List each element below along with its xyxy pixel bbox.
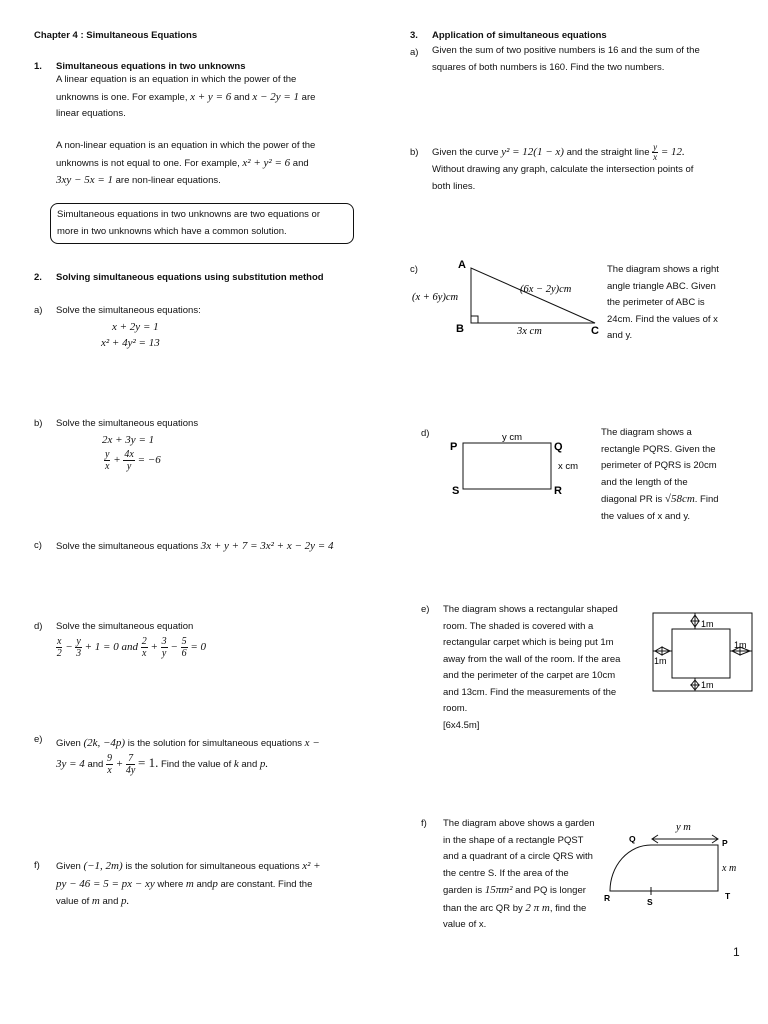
sec1-number: 1.	[34, 61, 42, 72]
vertex-b: B	[456, 323, 464, 335]
q3a-text: Given the sum of two positive numbers is 16 and the sum of the squares of both numbers is 160. Find the two numbers.	[432, 45, 700, 73]
q3c-text: The diagram shows a right angle triangle ABC. Given the perimeter of ABC is 24cm. Find the values of x and y.	[607, 264, 719, 341]
right-triangle-abc-diagram	[405, 252, 605, 342]
right-angle-mark	[471, 316, 478, 323]
q2f-label: f)	[34, 860, 40, 871]
triangle-shape	[471, 268, 595, 323]
q3b-label: b)	[410, 147, 419, 158]
sec3-number: 3.	[410, 30, 418, 41]
right-gap-label: 1m	[734, 640, 747, 650]
q2d-equation: $\frac{x}{2}$ − $\frac{y}{3}$ + 1 = 0 and $\frac{2}{x}$ + $\frac{3}{y}$ − $\frac{5}{6}$ = 0	[56, 636, 207, 659]
q2b-eq1: 2x + 3y = 1	[102, 434, 155, 446]
vertex-q: Q	[629, 834, 636, 844]
side-pq-label: y cm	[502, 432, 523, 443]
vertex-a: A	[458, 259, 466, 271]
q2a-text: Solve the simultaneous equations:	[56, 305, 201, 316]
bottom-gap-label: 1m	[701, 680, 714, 690]
q3f-label: f)	[421, 818, 427, 829]
side-qr-label: x cm	[558, 461, 579, 472]
side-ab-label: (x + 6y)cm	[412, 292, 459, 303]
vertex-r: R	[554, 485, 562, 497]
garden-diagram	[600, 815, 750, 907]
q2a-eq2: x² + 4y² = 13	[101, 337, 160, 349]
vertex-t: T	[725, 891, 731, 901]
q3d-label: d)	[421, 428, 430, 439]
q2b-text: Solve the simultaneous equations	[56, 418, 199, 429]
q2d-text: Solve the simultaneous equation	[56, 621, 194, 632]
sec3-heading: Application of simultaneous equations	[432, 30, 607, 41]
q2d-label: d)	[34, 621, 43, 632]
vertex-c: C	[591, 325, 599, 337]
q2f-text: Given (−1, 2m) is the solution for simultaneous equations x² + py − 46 = 5 = px − xy where m andp are constant. Find the value of m and p.	[56, 860, 321, 907]
rectangle-shape	[463, 443, 551, 489]
vertex-q: Q	[554, 441, 563, 453]
chapter-title: Chapter 4 : Simultaneous Equations	[34, 30, 198, 41]
side-bc-label: 3x cm	[517, 326, 542, 337]
vertex-p: P	[450, 441, 458, 453]
q2e-text: Given (2k, −4p) is the solution for simultaneous equations x − 3y = 4 and $\frac{9}{x}$ + $\frac{7}{4y}$ = 1. Find the value of k and p.	[56, 737, 320, 776]
sec2-number: 2.	[34, 272, 42, 283]
rectangle-pqrs-diagram	[440, 428, 600, 500]
sec1-paragraph-nonlinear: A non-linear equation is an equation in which the power of the unknowns is not equal to one. For example, x² + y² = 6 and 3xy − 5x = 1 are non-linear equations.	[56, 140, 316, 186]
q3e-label: e)	[421, 604, 430, 615]
vertex-p: P	[722, 838, 728, 848]
vertex-r: R	[604, 893, 611, 903]
sec1-heading: Simultaneous equations in two unknowns	[56, 61, 246, 72]
top-gap-label: 1m	[701, 619, 714, 629]
side-pt-label: x m	[722, 863, 737, 874]
garden-outline	[610, 845, 718, 891]
page-number: 1	[733, 945, 740, 959]
q3d-text: The diagram shows a rectangle PQRS. Given the perimeter of PQRS is 20cm and the length of the diagonal PR is √58cm. Find the values of x and y.	[601, 427, 719, 522]
q2c-label: c)	[34, 540, 42, 551]
q2b-eq2: $\frac{y}{x}$ + $\frac{4x}{y}$ = −6	[105, 449, 161, 472]
q2c-text: Solve the simultaneous equations 3x + y + 7 = 3x² + x − 2y = 4	[56, 540, 334, 552]
q3f-text: The diagram above shows a garden in the shape of a rectangle PQST and a quadrant of a circle QRS with the centre S. If the area of the garden is 15πm² and PQ is longer than the arc QR by 2 π m, find the value of x.	[443, 818, 595, 930]
vertex-s: S	[647, 897, 653, 907]
q2a-eq1: x + 2y = 1	[112, 321, 159, 333]
q2b-label: b)	[34, 418, 43, 429]
q2e-label: e)	[34, 734, 43, 745]
sec1-paragraph-linear: A linear equation is an equation in which the power of the unknowns is one. For example, x + y = 6 and x − 2y = 1 are linear equations.	[56, 74, 316, 119]
q3a-label: a)	[410, 47, 419, 58]
left-gap-label: 1m	[654, 656, 667, 666]
q3b-text: Given the curve y² = 12(1 − x) and the straight line $\frac{y}{x}$ = 12. Without drawing any graph, calculate the intersection points of both lines.	[432, 142, 694, 192]
side-pq-label: y m	[676, 822, 691, 833]
carpet-outline	[672, 629, 730, 678]
sec2-heading: Solving simultaneous equations using substitution method	[56, 272, 324, 283]
q3c-label: c)	[410, 264, 418, 275]
q3e-text: The diagram shows a rectangular shaped room. The shaded is covered with a rectangular carpet which is being put 1m away from the wall of the room. If the area and the perimeter of the carpet are 10cm and 13cm. Find the measurements of the room. [6x4.5m]	[443, 604, 621, 731]
side-ac-label: (6x − 2y)cm	[520, 284, 572, 295]
q2a-label: a)	[34, 305, 43, 316]
definition-box: Simultaneous equations in two unknowns are two equations or more in two unknowns which have a common solution.	[50, 203, 354, 244]
room-carpet-diagram	[650, 610, 755, 694]
vertex-s: S	[452, 485, 460, 497]
